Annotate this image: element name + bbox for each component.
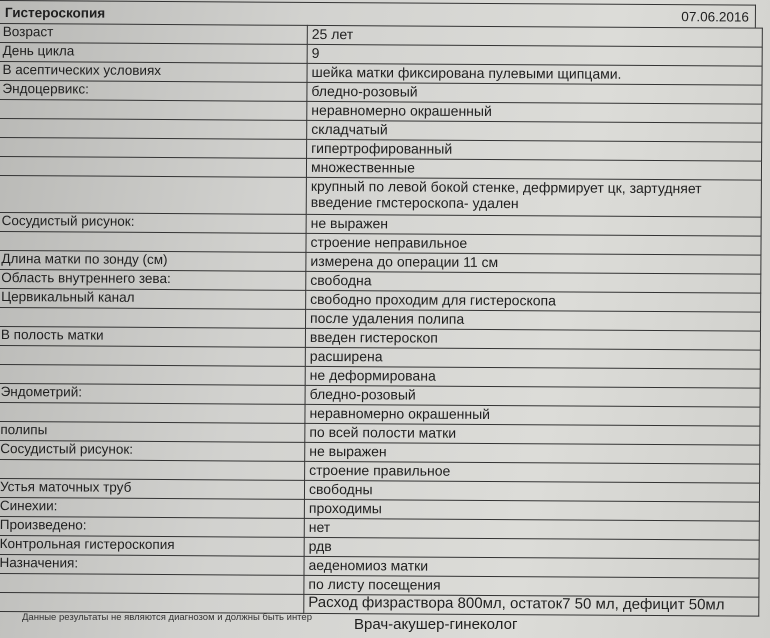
row-value: множественные bbox=[306, 158, 761, 180]
row-value: не выражен bbox=[306, 214, 761, 236]
row-label bbox=[0, 231, 306, 252]
report-footer bbox=[0, 606, 770, 638]
row-label: Устья маточных труб bbox=[0, 478, 305, 499]
row-value: аеденомиоз матки bbox=[304, 556, 759, 578]
row-value: строение неправильное bbox=[306, 233, 761, 255]
row-value: строение правильное bbox=[305, 461, 760, 483]
row-value: свободна bbox=[306, 271, 761, 293]
row-value: после удаления полипа bbox=[305, 309, 760, 331]
row-value: бледно-розовый bbox=[305, 385, 760, 407]
row-value: крупный по левой бокой стенке, дефрмирует цк, зартудняет введение гмстероскопа- удален bbox=[306, 177, 761, 217]
row-value: не деформирована bbox=[305, 366, 760, 388]
row-value: нет bbox=[304, 518, 759, 540]
disclaimer-text: Данные результаты не являются диагнозом и должны быть интер bbox=[22, 612, 312, 623]
row-label bbox=[0, 175, 306, 214]
row-label: Сосудистый рисунок: bbox=[0, 212, 306, 233]
row-value: измерена до операции 11 см bbox=[306, 252, 761, 274]
row-label bbox=[0, 119, 307, 140]
row-label bbox=[0, 573, 304, 594]
row-label: Синехии: bbox=[0, 497, 304, 518]
doctor-signature-line: Врач-акушер-гинеколог bbox=[354, 616, 518, 633]
row-value: введен гистероскоп bbox=[305, 328, 760, 350]
report-title: Гистероскопия bbox=[4, 4, 106, 21]
row-label bbox=[0, 402, 305, 423]
row-label bbox=[0, 157, 307, 178]
row-value: 9 bbox=[307, 44, 762, 66]
row-label: Эндоцервикс: bbox=[0, 81, 307, 102]
row-label: Контрольная гистероскопия bbox=[0, 535, 304, 556]
row-label: Произведено: bbox=[0, 516, 304, 537]
row-value: расширена bbox=[305, 347, 760, 369]
row-label bbox=[0, 364, 305, 385]
row-value: неравномерно окрашенный bbox=[305, 404, 760, 426]
row-label: Эндометрий: bbox=[0, 383, 305, 404]
row-label bbox=[0, 307, 306, 328]
row-value: свободны bbox=[304, 480, 759, 502]
row-label: Назначения: bbox=[0, 554, 304, 575]
row-value: рдв bbox=[304, 537, 759, 559]
row-label: Возраст bbox=[0, 24, 307, 45]
row-label: В асептических условиях bbox=[0, 62, 307, 83]
row-value: проходимы bbox=[304, 499, 759, 521]
row-label bbox=[0, 138, 307, 159]
row-value: складчатый bbox=[307, 120, 762, 142]
row-value: шейка матки фиксирована пулевыми щипцами. bbox=[307, 63, 762, 85]
report-table bbox=[0, 23, 763, 617]
row-label: День цикла bbox=[0, 43, 307, 64]
report-date: 07.06.2016 bbox=[681, 8, 749, 25]
row-value: бледно-розовый bbox=[307, 82, 762, 104]
row-value: по листу посещения bbox=[304, 575, 759, 597]
row-value: гипертрофированный bbox=[307, 139, 762, 161]
row-value: Расход физраствора 800мл, остаток7 50 мл, дефицит 50мл bbox=[304, 594, 759, 616]
row-value: не выражен bbox=[305, 442, 760, 464]
row-label bbox=[0, 459, 305, 480]
row-value: 25 лет bbox=[307, 25, 762, 47]
row-label: Сосудистый рисунок: bbox=[0, 440, 305, 461]
row-label: Область внутреннего зева: bbox=[0, 269, 306, 290]
row-label: полипы bbox=[0, 421, 305, 442]
row-label bbox=[0, 345, 305, 366]
row-value: свободно проходим для гистероскопа bbox=[306, 290, 761, 312]
row-value: по всей полости матки bbox=[305, 423, 760, 445]
table-row bbox=[0, 175, 761, 217]
row-label: В полость матки bbox=[0, 326, 305, 347]
row-label: Цервикальный канал bbox=[0, 288, 306, 309]
row-label bbox=[0, 100, 307, 121]
row-label: Длина матки по зонду (см) bbox=[0, 250, 306, 271]
row-value: неравномерно окрашенный bbox=[307, 101, 762, 123]
